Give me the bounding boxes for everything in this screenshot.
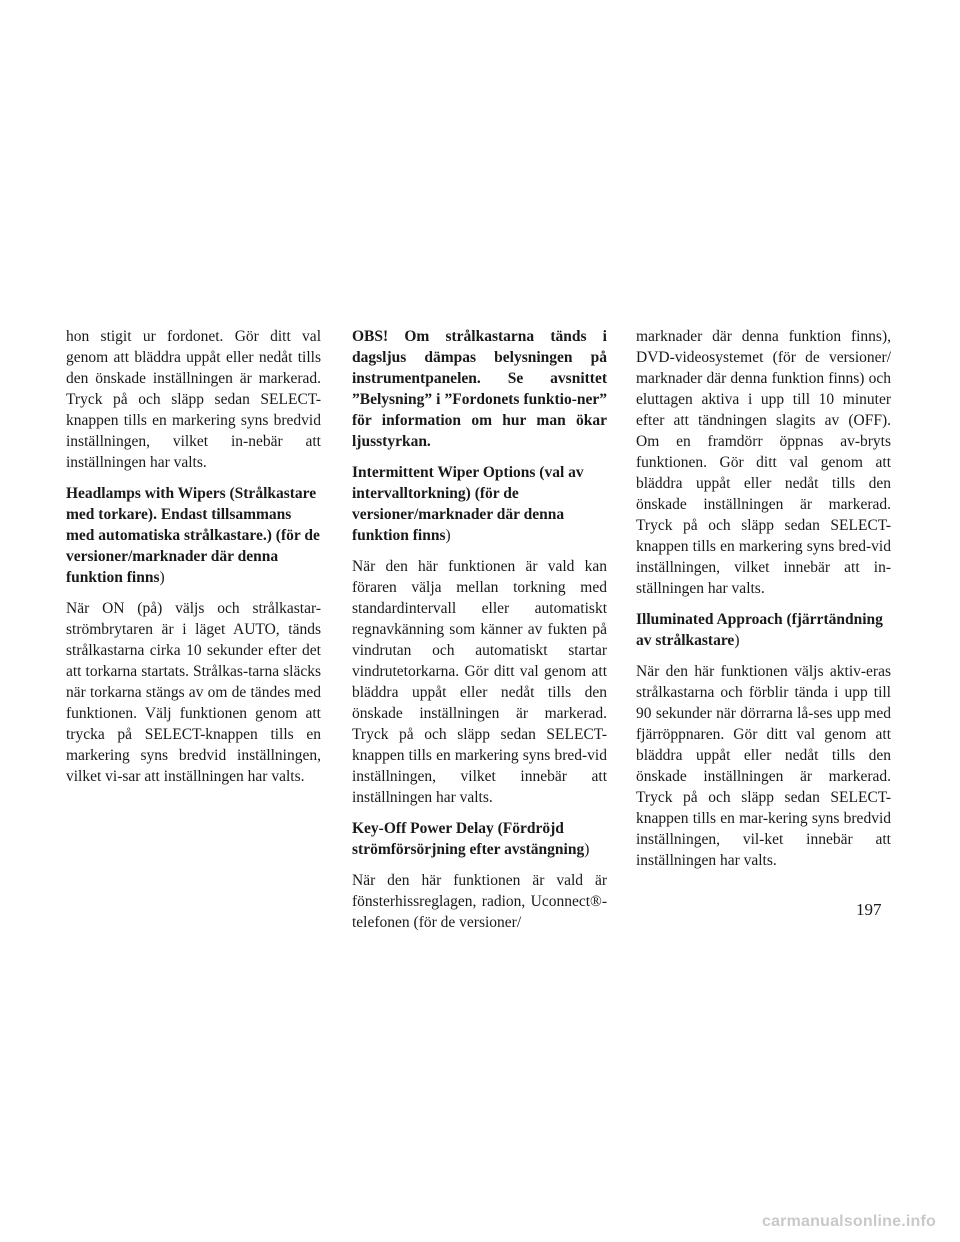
- heading-text: Illuminated Approach (fjärrtändning av strålkastare: [636, 611, 883, 649]
- text-column-2: [352, 326, 607, 943]
- heading-text: Key-Off Power Delay (Fördröjd strömförsörjning efter avstängning: [352, 820, 585, 858]
- paragraph: hon stigit ur fordonet. Gör ditt val genom att bläddra uppåt eller nedåt tills den önskade inställningen är markerad. Tryck på och släpp sedan SELECT-knappen tills en markering syns bredvid inställningen, vilket in-nebär att inställningen har valts.: [66, 328, 321, 471]
- heading-tail: ): [734, 632, 740, 649]
- heading-tail: ): [445, 527, 451, 544]
- section-heading-headlamps-with-wipers: [66, 483, 321, 588]
- warning-note: OBS! Om strålkastarna tänds i dagsljus dämpas belysningen på instrumentpanelen. Se avsnittet ”Belysning” i ”Fordonets funktio-ner” för information om hur man ökar ljusstyrkan.: [352, 328, 607, 450]
- watermark: carmanualsonline.info: [761, 1213, 936, 1230]
- heading-tail: ): [584, 841, 590, 858]
- text-column-1: [66, 326, 321, 797]
- heading-text: Intermittent Wiper Options (val av intervalltorkning) (för de versioner/marknader där denna funktion finns: [352, 464, 584, 544]
- paragraph: När ON (på) väljs och strålkastar-strömbrytaren är i läget AUTO, tänds strålkastarna cirka 10 sekunder efter det att torkarna startats. Strålkas-tarna släcks när torkarna stängs av om de tändes med funktionen. Välj funktionen genom att trycka på SELECT-knappen tills en markering syns bredvid inställningen, vilket vi-sar att inställningen har valts.: [66, 600, 321, 785]
- page-number: 197: [856, 900, 882, 919]
- section-heading-key-off-power-delay: [352, 818, 607, 860]
- text-column-3: [636, 326, 891, 881]
- section-heading-illuminated-approach: [636, 609, 891, 651]
- section-heading-intermittent-wiper: [352, 462, 607, 546]
- paragraph: När den här funktionen är vald kan föraren välja mellan torkning med standardintervall eller automatiskt regnavkänning som känner av fukten på vindrutan och automatiskt startar vindrutetorkarna. Gör ditt val genom att bläddra uppåt eller nedåt tills den önskade inställningen är markerad. Tryck på och släpp sedan SELECT-knappen tills en markering syns bred-vid inställningen, vilket innebär att inställningen har valts.: [352, 558, 607, 806]
- paragraph: När den här funktionen väljs aktiv-eras strålkastarna och förblir tända i upp till 90 sekunder när dörrarna lå-ses upp med fjärröppnaren. Gör ditt val genom att bläddra uppåt eller nedåt tills den önskade inställningen är markerad. Tryck på och släpp sedan SELECT-knappen tills en mar-kering syns bredvid inställningen, vil-ket innebär att inställningen har valts.: [636, 663, 891, 869]
- paragraph: marknader där denna funktion finns), DVD-videosystemet (för de versioner/ marknader där denna funktion finns) och eluttagen aktiva i upp till 10 minuter efter att tändningen slagits av (OFF). Om en framdörr öppnas av-bryts funktionen. Gör ditt val genom att bläddra uppåt eller nedåt tills den önskade inställningen är markerad. Tryck på och släpp sedan SELECT-knappen tills en markering syns bred-vid inställningen, vilket innebär att in-ställningen har valts.: [636, 328, 891, 597]
- heading-tail: ): [159, 569, 165, 586]
- heading-text: Headlamps with Wipers (Strålkastare med torkare). Endast tillsammans med automatiska strålkastare.) (för de versioner/marknader där denna funktion finns: [66, 485, 320, 586]
- paragraph: När den här funktionen är vald är fönsterhissreglagen, radion, Uconnect®-telefonen (för de versioner/: [352, 872, 607, 931]
